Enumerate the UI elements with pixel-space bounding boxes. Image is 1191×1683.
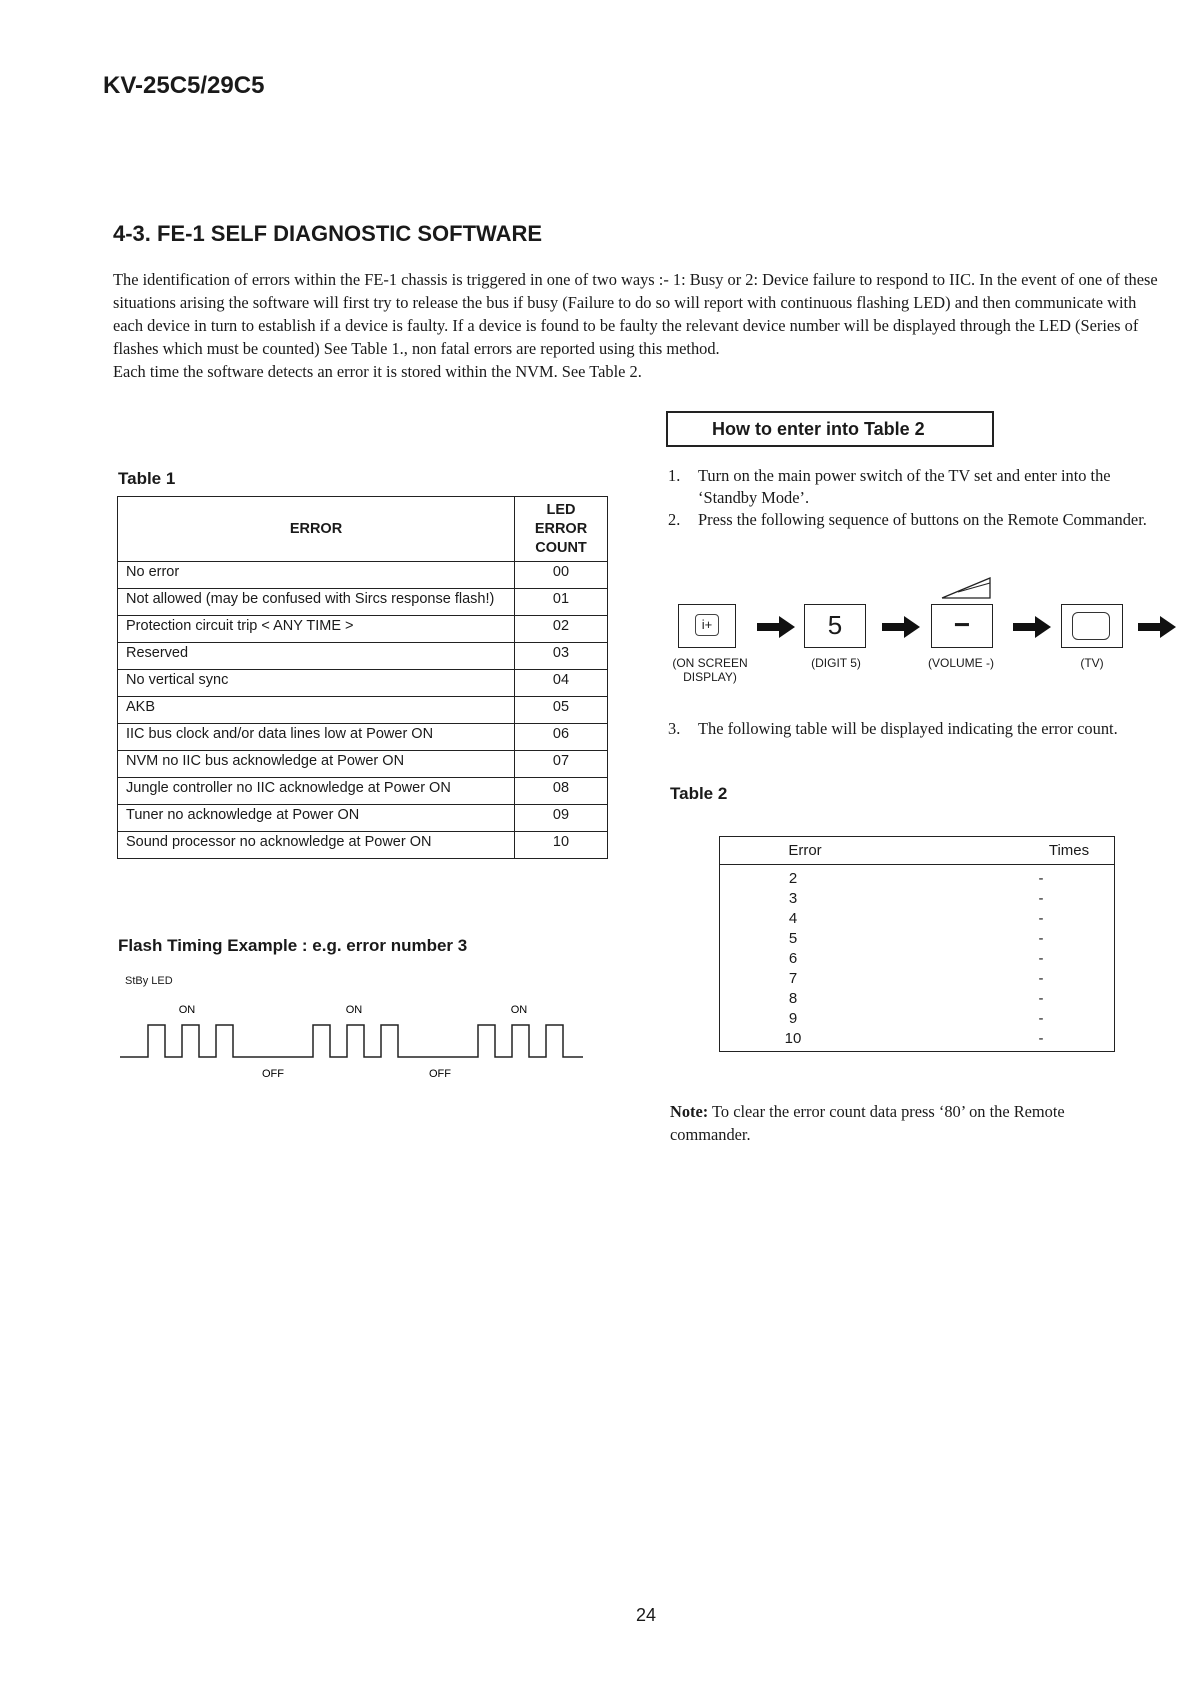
led-error-count: 00 — [515, 562, 608, 589]
error-number: 8 — [788, 990, 798, 1007]
error-number: 3 — [788, 890, 798, 907]
error-description: NVM no IIC bus acknowledge at Power ON — [118, 751, 515, 778]
led-error-count: 01 — [515, 589, 608, 616]
table-row — [720, 889, 1114, 909]
digit-5-label: (DIGIT 5) — [811, 656, 861, 670]
intro-text — [113, 268, 1163, 383]
table-row — [118, 805, 608, 832]
table-row — [118, 751, 608, 778]
display-button-label — [670, 656, 750, 684]
led-error-count: 10 — [515, 832, 608, 859]
error-table — [117, 496, 608, 859]
howto-title: How to enter into Table 2 — [712, 419, 925, 439]
on-label-3: ON — [510, 1004, 528, 1016]
led-error-count: 06 — [515, 724, 608, 751]
table-row — [720, 1009, 1114, 1029]
error-number: 5 — [788, 930, 798, 947]
howto-step-3 — [668, 718, 1168, 740]
error-times: - — [1038, 1030, 1044, 1047]
error-description: No error — [118, 562, 515, 589]
flash-timing-diagram — [120, 995, 590, 1085]
led-waveform — [120, 1025, 583, 1057]
tv-icon — [1072, 612, 1110, 640]
section-title: 4-3. FE-1 SELF DIAGNOSTIC SOFTWARE — [113, 221, 543, 246]
led-error-count: 05 — [515, 697, 608, 724]
error-times: - — [1038, 910, 1044, 927]
step-3-text: The following table will be displayed indicating the error count. — [698, 719, 1118, 738]
table-row — [118, 589, 608, 616]
table-row — [720, 1029, 1114, 1049]
led-error-count-header — [515, 497, 608, 562]
led-error-count: 07 — [515, 751, 608, 778]
on-label-2: ON — [345, 1004, 363, 1016]
table-row — [118, 562, 608, 589]
table-row — [118, 670, 608, 697]
led-error-count: 04 — [515, 670, 608, 697]
off-label-2: OFF — [429, 1068, 451, 1080]
error-column-header: Error — [788, 842, 822, 859]
clear-note — [670, 1100, 1130, 1146]
error-times: - — [1038, 1010, 1044, 1027]
button-sequence — [672, 574, 1178, 684]
table-row — [720, 969, 1114, 989]
error-table-body — [118, 562, 608, 859]
table-row — [118, 697, 608, 724]
digit-5-button[interactable]: 5 — [804, 604, 866, 648]
error-count-table-body — [720, 865, 1114, 1049]
error-number: 4 — [788, 910, 798, 927]
display-label-line-1: (ON SCREEN — [672, 656, 748, 670]
volume-down-button[interactable]: − — [931, 604, 993, 648]
step-1 — [668, 465, 1168, 509]
table-row — [720, 949, 1114, 969]
step-3-number: 3. — [668, 719, 681, 738]
led-error-count: 03 — [515, 643, 608, 670]
error-description: Tuner no acknowledge at Power ON — [118, 805, 515, 832]
table-row — [118, 832, 608, 859]
error-number: 9 — [788, 1010, 798, 1027]
error-times: - — [1038, 990, 1044, 1007]
error-description: Reserved — [118, 643, 515, 670]
page-number: 24 — [636, 1605, 657, 1625]
error-times: - — [1038, 950, 1044, 967]
volume-wedge-icon — [938, 574, 994, 602]
error-times: - — [1038, 970, 1044, 987]
error-description: Not allowed (may be confused with Sircs response flash!) — [118, 589, 515, 616]
tv-button[interactable] — [1061, 604, 1123, 648]
step-1-text: Turn on the main power switch of the TV set and enter into the ‘Standby Mode’. — [698, 466, 1111, 507]
error-column-header: ERROR — [118, 497, 515, 562]
header-line-error: ERROR — [534, 520, 588, 537]
table1-caption: Table 1 — [118, 469, 176, 488]
arrow-right-icon — [1013, 614, 1053, 640]
error-description: No vertical sync — [118, 670, 515, 697]
flash-timing-caption: Flash Timing Example : e.g. error number 3 — [118, 936, 468, 955]
step-2-text: Press the following sequence of buttons on the Remote Commander. — [698, 510, 1147, 529]
table-row — [118, 643, 608, 670]
table-row — [720, 909, 1114, 929]
table-row — [118, 724, 608, 751]
howto-steps-1-2 — [668, 465, 1168, 531]
error-times: - — [1038, 870, 1044, 887]
error-description: AKB — [118, 697, 515, 724]
table-row — [720, 869, 1114, 889]
arrow-right-icon — [1138, 614, 1178, 640]
table2-caption: Table 2 — [670, 784, 728, 803]
intro-paragraph-1: The identification of errors within the FE-1 chassis is triggered in one of two ways :- 1: Busy or 2: Device failure to respond to IIC. In the event of one of these situations arising the software will first try to release the bus if busy (Failure to do so will report with continuous flashing LED) and then communicate with each device in turn to establish if a device is faulty. If a device is found to be faulty the relevant device number will be displayed through the LED (Series of flashes which must be counted) See Table 1., non fatal errors are reported using this method. — [113, 270, 1158, 358]
led-error-count: 02 — [515, 616, 608, 643]
table-row — [720, 929, 1114, 949]
error-description: IIC bus clock and/or data lines low at Power ON — [118, 724, 515, 751]
error-number: 2 — [788, 870, 798, 887]
error-number: 10 — [784, 1030, 802, 1047]
off-label-1: OFF — [262, 1068, 284, 1080]
arrow-right-icon — [882, 614, 922, 640]
header-line-count: COUNT — [535, 539, 587, 556]
note-label: Note: — [670, 1102, 709, 1121]
table-row — [118, 778, 608, 805]
error-count-table-header — [720, 837, 1114, 865]
error-description: Protection circuit trip < ANY TIME > — [118, 616, 515, 643]
error-description: Sound processor no acknowledge at Power ON — [118, 832, 515, 859]
error-times: - — [1038, 890, 1044, 907]
step-1-number: 1. — [668, 466, 681, 485]
step-2-number: 2. — [668, 510, 681, 529]
error-times: - — [1038, 930, 1044, 947]
note-text: To clear the error count data press ‘80’ on the Remote commander. — [670, 1102, 1065, 1144]
step-3 — [668, 718, 1168, 740]
display-label-line-2: DISPLAY) — [683, 670, 737, 684]
volume-down-label: (VOLUME -) — [928, 656, 994, 670]
times-column-header: Times — [1048, 842, 1090, 859]
led-error-count: 08 — [515, 778, 608, 805]
error-number: 7 — [788, 970, 798, 987]
tv-label: (TV) — [1080, 656, 1104, 670]
led-error-count: 09 — [515, 805, 608, 832]
table-row — [118, 616, 608, 643]
model-number: KV-25C5/29C5 — [103, 72, 265, 99]
intro-paragraph-2: Each time the software detects an error it is stored within the NVM. See Table 2. — [113, 362, 642, 381]
step-2 — [668, 509, 1168, 531]
error-description: Jungle controller no IIC acknowledge at Power ON — [118, 778, 515, 805]
display-info-icon: i+ — [695, 614, 719, 636]
header-line-led: LED — [546, 501, 576, 518]
error-count-table — [719, 836, 1115, 1052]
error-number: 6 — [788, 950, 798, 967]
stby-led-label: StBy LED — [125, 975, 173, 987]
arrow-right-icon — [757, 614, 797, 640]
table-row — [720, 989, 1114, 1009]
on-label-1: ON — [178, 1004, 196, 1016]
display-button[interactable] — [678, 604, 736, 648]
